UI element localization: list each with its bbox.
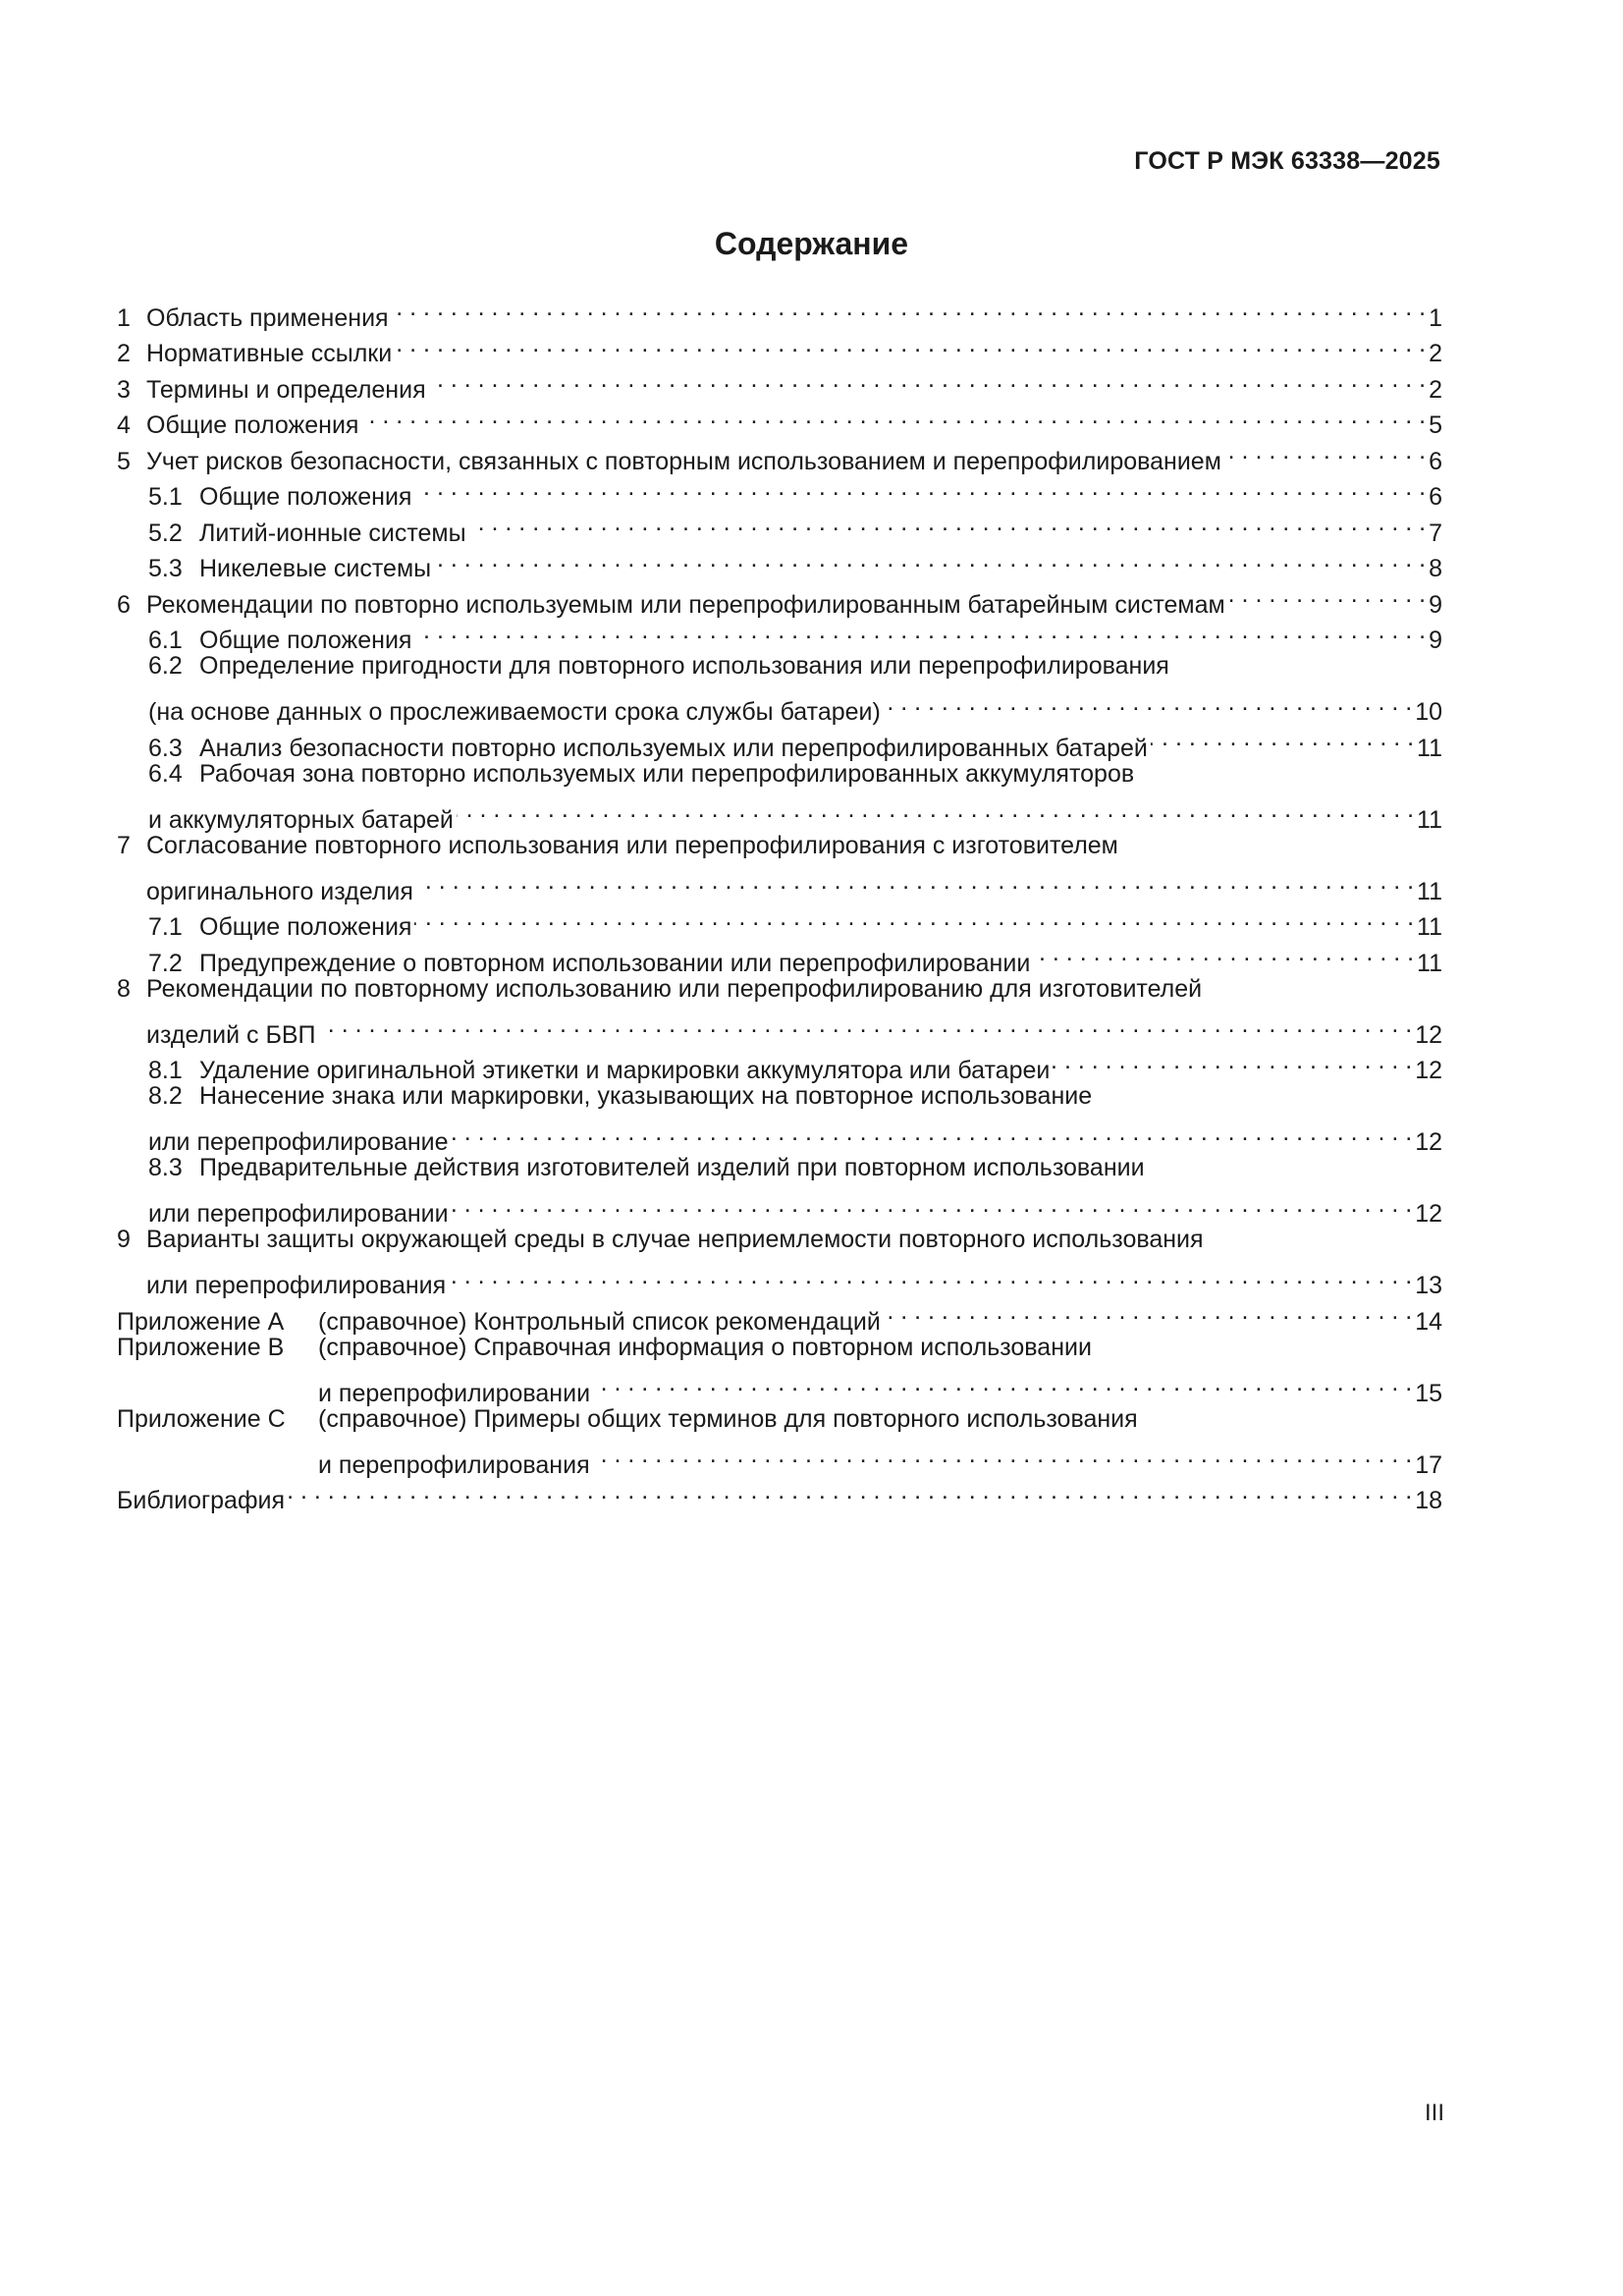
toc-entry-page: 11 bbox=[1417, 913, 1442, 941]
toc-entry-continuation[interactable] bbox=[117, 863, 1442, 905]
toc-subentry[interactable] bbox=[117, 756, 1442, 793]
toc-title: Содержание bbox=[714, 226, 909, 261]
toc-entry-page: 12 bbox=[1415, 1057, 1442, 1084]
toc-subentry-continuation[interactable] bbox=[117, 684, 1442, 726]
toc-entry-page: 15 bbox=[1415, 1379, 1442, 1407]
toc-entry-title: Библиография bbox=[117, 1487, 286, 1514]
dot-leader bbox=[1228, 576, 1426, 613]
toc-entry-title: Общие положения bbox=[199, 913, 412, 941]
toc-entry-title: и перепрофилирования bbox=[318, 1450, 590, 1479]
dot-leader bbox=[414, 613, 1426, 649]
toc-entry-page: 2 bbox=[1429, 340, 1442, 367]
toc-entry-page: 13 bbox=[1415, 1272, 1442, 1299]
dot-leader bbox=[469, 505, 1427, 541]
dot-leader bbox=[319, 1007, 1413, 1043]
toc-entry-page: 11 bbox=[1417, 877, 1442, 905]
toc-entry-title: (на основе данных о прослеживаемости срока службы батареи) bbox=[148, 698, 881, 726]
toc-entry-title: Нормативные ссылки bbox=[146, 340, 393, 367]
toc-entry-title: Согласование повторного использования или перепрофилирования с изготовителем bbox=[146, 831, 1118, 859]
dot-leader bbox=[593, 1365, 1412, 1401]
toc-bibliography-entry[interactable] bbox=[117, 1473, 1442, 1514]
toc-entry-page: 11 bbox=[1417, 734, 1442, 762]
toc-entry-page: 9 bbox=[1429, 590, 1442, 619]
toc-entry-title: Нанесение знака или маркировки, указывающих на повторное использование bbox=[199, 1082, 1093, 1110]
dot-leader bbox=[414, 900, 1414, 936]
toc-entry-title: Никелевые системы bbox=[199, 555, 432, 582]
toc-entry-title: Литий-ионные системы bbox=[199, 519, 466, 547]
toc-appendix-label: Приложение А bbox=[117, 1307, 285, 1336]
document-code: ГОСТ Р МЭК 63338—2025 bbox=[1134, 147, 1440, 175]
table-of-contents bbox=[117, 290, 1442, 1514]
dot-leader bbox=[392, 290, 1427, 326]
toc-subentry[interactable] bbox=[117, 1043, 1442, 1084]
toc-entry-title: Анализ безопасности повторно используемых или перепрофилированных батарей bbox=[199, 734, 1148, 762]
toc-entry-number: 5 bbox=[117, 447, 131, 475]
toc-entry-page: 11 bbox=[1417, 805, 1442, 834]
toc-entry-number: 6.4 bbox=[148, 759, 183, 788]
dot-leader bbox=[434, 541, 1426, 577]
toc-entry-title: Предварительные действия изготовителей изделий при повторном использовании bbox=[199, 1154, 1145, 1181]
toc-entry-title: Рекомендации по повторно используемым или перепрофилированным батарейным системам bbox=[146, 590, 1225, 619]
toc-entry-page: 7 bbox=[1429, 519, 1442, 547]
toc-entry-page: 10 bbox=[1415, 698, 1442, 726]
toc-entry-title: (справочное) Справочная информация о повторном использовании bbox=[318, 1333, 1092, 1361]
toc-subentry-continuation[interactable] bbox=[117, 1186, 1442, 1228]
toc-subentry[interactable] bbox=[117, 1150, 1442, 1186]
toc-entry[interactable] bbox=[117, 290, 1442, 332]
toc-subentry[interactable] bbox=[117, 648, 1442, 684]
dot-leader bbox=[429, 361, 1426, 398]
toc-appendix-label: Приложение В bbox=[117, 1333, 285, 1361]
toc-appendix-entry[interactable] bbox=[117, 1330, 1442, 1366]
dot-leader bbox=[457, 792, 1414, 828]
toc-entry-number: 6.1 bbox=[148, 627, 183, 654]
toc-entry-number: 5.2 bbox=[148, 519, 183, 547]
toc-entry-title: Термины и определения bbox=[146, 375, 426, 404]
toc-appendix-continuation[interactable] bbox=[117, 1365, 1442, 1407]
toc-entry-number: 8.3 bbox=[148, 1154, 183, 1181]
toc-entry-title: Общие положения bbox=[146, 411, 359, 439]
toc-entry-continuation[interactable] bbox=[117, 1258, 1442, 1299]
toc-entry-title: Предупреждение о повторном использовании или перепрофилировании bbox=[199, 949, 1031, 977]
toc-entry-title: и аккумуляторных батарей bbox=[148, 805, 454, 834]
toc-entry-number: 2 bbox=[117, 340, 131, 367]
dot-leader bbox=[884, 684, 1412, 721]
toc-entry-number: 5.1 bbox=[148, 483, 183, 511]
toc-appendix-continuation[interactable] bbox=[117, 1437, 1442, 1479]
dot-leader bbox=[361, 398, 1426, 434]
dot-leader bbox=[414, 469, 1426, 506]
toc-entry-page: 6 bbox=[1429, 483, 1442, 511]
toc-entry[interactable] bbox=[117, 828, 1442, 864]
toc-entry-title: Определение пригодности для повторного использования или перепрофилирования bbox=[199, 652, 1169, 680]
toc-entry-title: или перепрофилировании bbox=[148, 1200, 449, 1228]
toc-entry-number: 6.2 bbox=[148, 652, 183, 680]
toc-entry-number: 6.3 bbox=[148, 734, 183, 762]
toc-entry-title: или перепрофилирование bbox=[148, 1128, 449, 1156]
toc-entry-title: и перепрофилировании bbox=[318, 1379, 591, 1407]
dot-leader bbox=[452, 1186, 1413, 1223]
toc-entry-page: 9 bbox=[1429, 627, 1442, 654]
toc-entry-page: 1 bbox=[1429, 303, 1442, 332]
toc-entry-page: 17 bbox=[1415, 1450, 1442, 1479]
toc-entry-number: 6 bbox=[117, 590, 131, 619]
toc-entry-title: (справочное) Примеры общих терминов для повторного использования bbox=[318, 1404, 1138, 1433]
toc-subentry-continuation[interactable] bbox=[117, 792, 1442, 834]
dot-leader bbox=[416, 863, 1414, 900]
dot-leader bbox=[1224, 433, 1426, 469]
toc-entry[interactable] bbox=[117, 1222, 1442, 1258]
toc-entry-number: 4 bbox=[117, 411, 131, 439]
toc-entry-number: 8.2 bbox=[148, 1082, 183, 1110]
toc-entry-title: Удаление оригинальной этикетки и маркировки аккумулятора или батареи bbox=[199, 1057, 1051, 1084]
toc-entry-number: 1 bbox=[117, 303, 131, 332]
toc-entry-title: (справочное) Контрольный список рекомендаций bbox=[318, 1307, 881, 1336]
toc-entry-number: 9 bbox=[117, 1226, 131, 1253]
toc-entry-number: 5.3 bbox=[148, 555, 183, 582]
toc-entry-page: 2 bbox=[1429, 375, 1442, 404]
toc-entry-title: Область применения bbox=[146, 303, 389, 332]
toc-entry-number: 7.2 bbox=[148, 949, 183, 977]
toc-entry-number: 8.1 bbox=[148, 1057, 183, 1084]
dot-leader bbox=[288, 1473, 1412, 1509]
toc-appendix-entry[interactable] bbox=[117, 1401, 1442, 1438]
toc-entry-number: 8 bbox=[117, 974, 131, 1003]
dot-leader bbox=[884, 1293, 1412, 1330]
dot-leader bbox=[593, 1437, 1413, 1473]
toc-entry-title: Общие положения bbox=[199, 483, 412, 511]
toc-entry-title: или перепрофилирования bbox=[146, 1272, 447, 1299]
dot-leader bbox=[1053, 1043, 1412, 1079]
toc-entry-page: 8 bbox=[1429, 555, 1442, 582]
page-number: III bbox=[1424, 2100, 1444, 2126]
toc-entry-number: 7.1 bbox=[148, 913, 183, 941]
toc-entry-title: Варианты защиты окружающей среды в случае неприемлемости повторного использования bbox=[146, 1226, 1204, 1253]
toc-entry-page: 6 bbox=[1429, 447, 1442, 475]
dot-leader bbox=[452, 1115, 1413, 1151]
toc-entry-page: 12 bbox=[1415, 1020, 1442, 1049]
toc-entry-title: Общие положения bbox=[199, 627, 412, 654]
toc-entry-page: 18 bbox=[1415, 1487, 1442, 1514]
toc-entry-title: Рекомендации по повторному использованию или перепрофилированию для изготовителей bbox=[146, 974, 1203, 1003]
toc-entry-number: 7 bbox=[117, 831, 131, 859]
toc-entry-number: 3 bbox=[117, 375, 131, 404]
toc-entry-page: 11 bbox=[1417, 949, 1442, 977]
toc-entry[interactable] bbox=[117, 971, 1442, 1008]
dot-leader bbox=[1151, 720, 1414, 756]
toc-entry-continuation[interactable] bbox=[117, 1007, 1442, 1049]
toc-entry-title: Рабочая зона повторно используемых или перепрофилированных аккумуляторов bbox=[199, 759, 1135, 788]
toc-entry-page: 14 bbox=[1415, 1307, 1442, 1336]
toc-entry-page: 12 bbox=[1415, 1200, 1442, 1228]
dot-leader bbox=[449, 1258, 1412, 1294]
toc-entry-title: Учет рисков безопасности, связанных с повторным использованием и перепрофилированием bbox=[146, 447, 1221, 475]
toc-entry-page: 5 bbox=[1429, 411, 1442, 439]
toc-entry-title: изделий с БВП bbox=[146, 1020, 316, 1049]
toc-subentry[interactable] bbox=[117, 1078, 1442, 1115]
dot-leader bbox=[1033, 935, 1414, 971]
toc-entry-page: 12 bbox=[1415, 1128, 1442, 1156]
toc-entry-title: оригинального изделия bbox=[146, 877, 413, 905]
toc-subentry-continuation[interactable] bbox=[117, 1115, 1442, 1156]
dot-leader bbox=[395, 326, 1426, 362]
toc-appendix-label: Приложение С bbox=[117, 1404, 286, 1433]
